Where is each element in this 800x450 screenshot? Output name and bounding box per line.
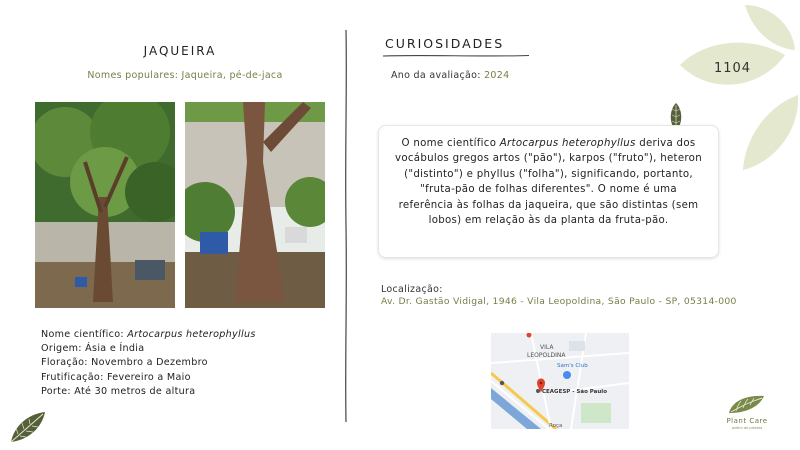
- map-label-poi: CEAGESP - São Paulo: [542, 389, 607, 395]
- plant-care-logo-icon: [726, 393, 768, 415]
- evaluation-year-value: 2024: [484, 70, 510, 81]
- popular-names: Nomes populares: Jaqueira, pé-de-jaca: [87, 70, 283, 81]
- tree-photo-left: [35, 102, 175, 308]
- title-underline: [383, 53, 529, 59]
- origin-row: Origem: Ásia e Índia: [41, 343, 145, 355]
- evaluation-year-label: Ano da avaliação:: [391, 70, 485, 81]
- tree-facts: [41, 328, 256, 399]
- map-label-store: Sam's Club: [557, 363, 588, 369]
- size-row: Porte: Até 30 metros de altura: [41, 385, 196, 397]
- tree-photo-right: [185, 102, 325, 308]
- map-label-vila: VILA: [540, 344, 554, 351]
- leaf-icon: [8, 408, 48, 444]
- curiosities-title: CURIOSIDADES: [385, 36, 505, 51]
- location-label: Localização:: [381, 284, 443, 295]
- scientific-name-label: Nome científico:: [41, 329, 128, 340]
- map-label-leopoldina: LEOPOLDINA: [527, 352, 566, 359]
- tree-number-badge: 1104: [713, 61, 752, 76]
- scientific-name-value: Artocarpus heterophyllus: [127, 329, 256, 340]
- plant-care-logo-subtitle: jardim de plantas: [731, 426, 763, 430]
- scientific-name-row: [41, 328, 256, 342]
- card-text-scientific: Artocarpus heterophyllus: [499, 138, 636, 149]
- flowering-row: Floração: Novembro a Dezembro: [41, 357, 208, 369]
- location-address[interactable]: Av. Dr. Gastão Vidigal, 1946 - Vila Leopoldina, São Paulo - SP, 05314-000: [381, 296, 737, 307]
- column-divider: [343, 30, 349, 422]
- page-title: JAQUEIRA: [143, 44, 217, 58]
- map-label-partial: Roça: [549, 423, 563, 429]
- card-text-2: deriva dos vocábulos gregos artos ("pão"), karpos ("fruto"), heteron ("distinto") e phyllus ("folha"), significando, portanto, "fruta-pão de folhas diferentes". O nome é uma referência às folhas da jaqueira, que são distintas (sem lobos) em relação às da planta da fruta-pão.: [395, 138, 702, 227]
- card-text-1: O nome científico: [401, 138, 500, 149]
- fruiting-row: Frutificação: Fevereiro a Maio: [41, 371, 191, 383]
- evaluation-year: [391, 70, 509, 81]
- curiosity-card: [378, 125, 719, 258]
- plant-care-logo-text: Plant Care: [726, 417, 768, 425]
- location-map[interactable]: [491, 333, 629, 429]
